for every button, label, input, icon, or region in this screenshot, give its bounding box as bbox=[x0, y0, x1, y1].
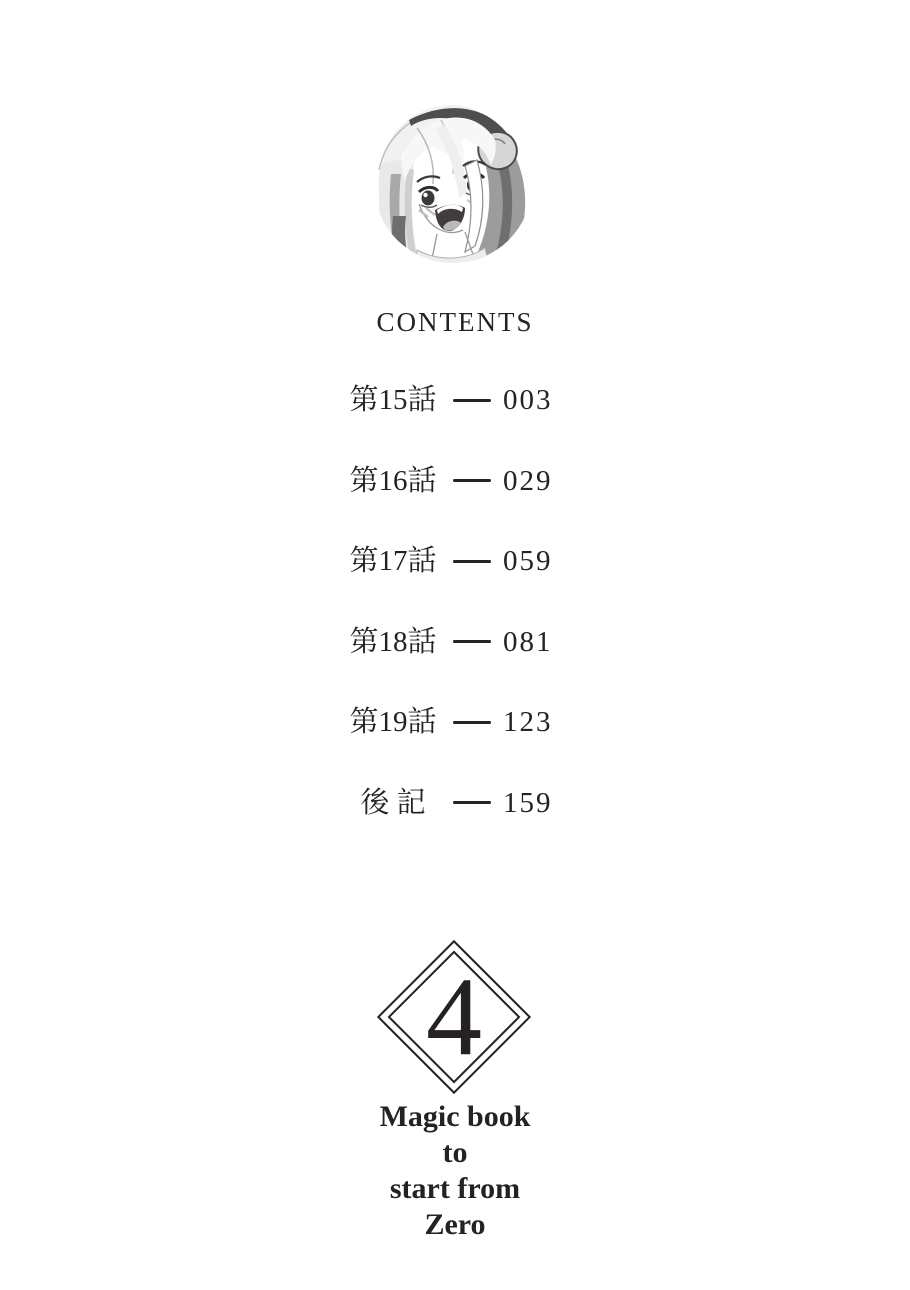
chapter-page-number: 003 bbox=[503, 384, 553, 416]
table-of-contents bbox=[0, 385, 910, 868]
toc-entry bbox=[0, 627, 910, 657]
chapter-page-number: 081 bbox=[503, 625, 553, 658]
toc-entry bbox=[0, 385, 910, 415]
volume-mark bbox=[374, 937, 534, 1097]
toc-entry bbox=[0, 546, 910, 576]
toc-dash bbox=[453, 479, 491, 482]
character-portrait bbox=[373, 104, 533, 264]
chapter-page-number: 029 bbox=[503, 464, 553, 497]
toc-dash bbox=[453, 399, 491, 402]
toc-entry bbox=[0, 788, 910, 818]
chapter-label: 第15話 bbox=[349, 384, 437, 416]
series-subtitle bbox=[0, 1099, 910, 1243]
chapter-label: 第17話 bbox=[349, 545, 437, 577]
chapter-label: 第19話 bbox=[349, 706, 437, 738]
chapter-label: 後 記 bbox=[360, 786, 426, 819]
chapter-page-number: 059 bbox=[503, 545, 553, 577]
toc-dash bbox=[453, 721, 491, 724]
chapter-label: 第16話 bbox=[349, 464, 437, 497]
anime-girl-portrait-icon bbox=[373, 104, 533, 264]
volume-number: 4 bbox=[426, 955, 482, 1079]
toc-entry bbox=[0, 707, 910, 737]
chapter-label: 第18話 bbox=[349, 625, 437, 658]
toc-entry bbox=[0, 466, 910, 496]
subtitle-line: Zero bbox=[424, 1208, 486, 1241]
subtitle-line: Magic book bbox=[379, 1100, 531, 1133]
chapter-page-number: 123 bbox=[503, 706, 553, 738]
toc-dash bbox=[453, 640, 491, 643]
toc-dash bbox=[453, 801, 491, 804]
subtitle-line: to bbox=[442, 1136, 468, 1169]
subtitle-line: start from bbox=[389, 1172, 521, 1205]
contents-heading: CONTENTS bbox=[376, 307, 534, 337]
toc-dash bbox=[453, 560, 491, 563]
chapter-page-number: 159 bbox=[503, 786, 553, 819]
